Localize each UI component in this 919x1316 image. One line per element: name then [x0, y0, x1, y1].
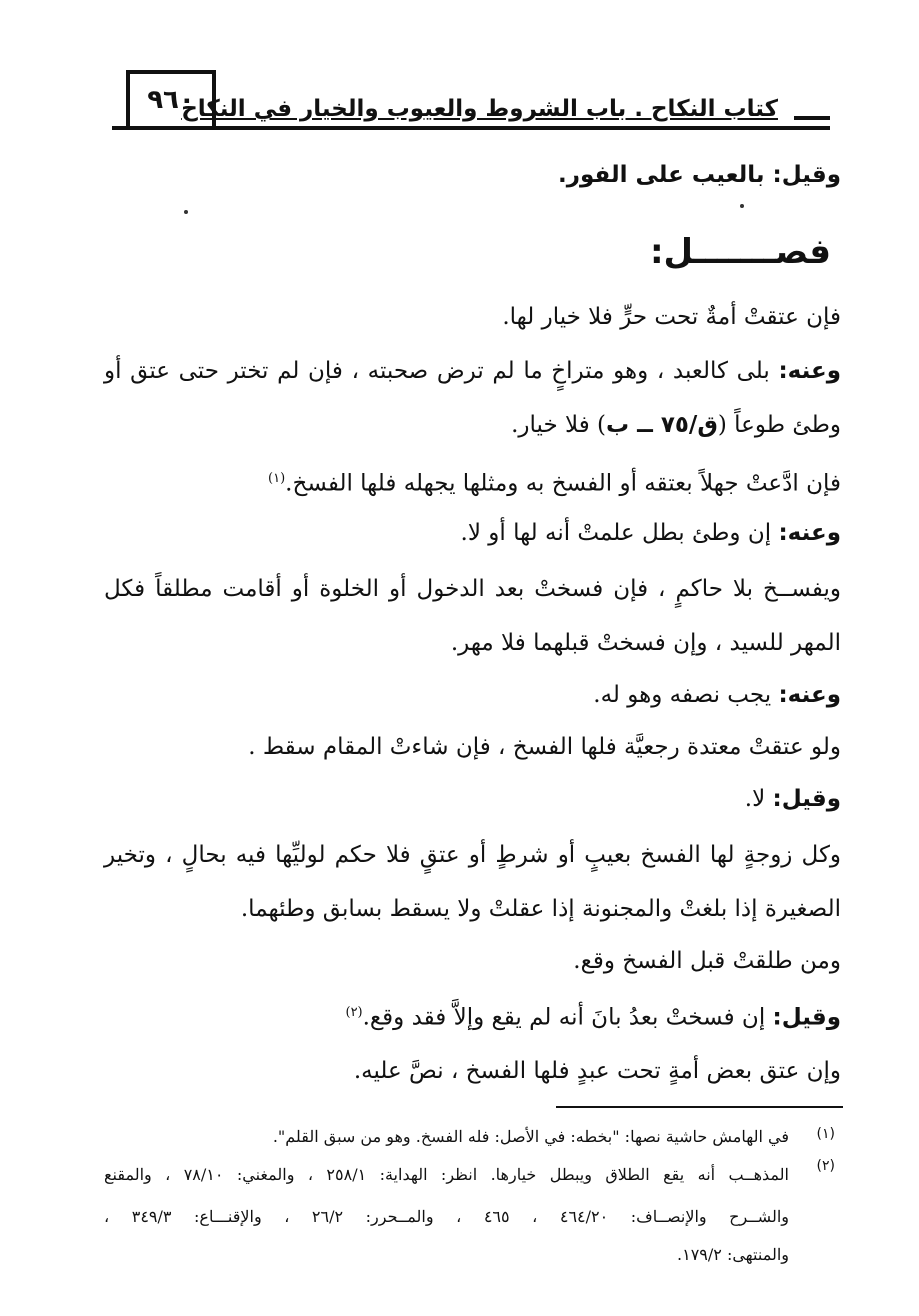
line-1-text: وقيل: بالعيب على الفور.	[558, 162, 841, 188]
footnote-2-number: (٢)	[816, 1158, 835, 1174]
text-line-16: وإن عتق بعض أمةٍ تحت عبدٍ فلها الفسخ ، نصَّ عليه.	[353, 1058, 841, 1084]
text-line-4	[511, 408, 841, 442]
text-line-2: فإن عتقتْ أمةٌ تحت حرٍّ فلا خيار لها.	[502, 304, 841, 330]
page-speck	[740, 204, 744, 208]
footnote-marker-1: (١)	[268, 471, 286, 486]
text-line-15	[345, 996, 841, 1035]
line-15-text: إن فسختْ بعدُ بانَ أنه لم يقع وإلاَّ فقد وقع.	[362, 1004, 773, 1031]
keyword-wa-anhu: وعنه:	[778, 358, 841, 384]
line-3-text: بلى كالعبد ، وهو متراخٍ ما لم ترض صحبته ، فإن لم تختر حتى عتق أو	[104, 358, 779, 384]
keyword-wa-anhu: وعنه:	[778, 682, 841, 708]
keyword-wa-qila: وقيل:	[772, 1004, 841, 1031]
footnote-2-line-3: والمنتهى: ١٧٩/٢.	[677, 1245, 789, 1264]
footnote-marker-2: (٢)	[345, 1005, 363, 1020]
line-9-text: يجب نصفه وهو له.	[593, 682, 779, 708]
text-line-9	[593, 678, 841, 712]
header-dash	[794, 116, 830, 120]
line-5-text: فإن ادَّعتْ جهلاً بعتقه أو الفسخ به ومثلها يجهله فلها الفسخ.	[285, 470, 841, 497]
text-line-6	[461, 516, 841, 550]
text-line-5	[268, 462, 841, 501]
line-4-text-b: ) فلا خيار.	[511, 412, 606, 438]
text-line-12: وكل زوجةٍ لها الفسخ بعيبٍ أو شرطٍ أو عتقٍ فلا حكم لوليِّها فيه بحالٍ ، وتخير	[104, 842, 841, 868]
page-number: ٩٦٠	[126, 70, 216, 126]
keyword-wa-anhu: وعنه:	[778, 520, 841, 546]
page-header	[112, 70, 830, 142]
text-line-14: ومن طلقتْ قبل الفسخ وقع.	[573, 948, 841, 974]
running-title: كتاب النكاح . باب الشروط والعيوب والخيار في النكاح	[181, 96, 778, 122]
footnote-1-number: (١)	[816, 1126, 835, 1142]
text-line-10: ولو عتقتْ معتدة رجعيَّة فلها الفسخ ، فإن شاءتْ المقام سقط .	[248, 734, 841, 760]
text-line-1	[558, 158, 841, 192]
section-heading: فصـــــــل:	[649, 232, 831, 272]
manuscript-reference: ق/٧٥ ــ ب	[605, 412, 718, 438]
text-line-13: الصغيرة إذا بلغتْ والمجنونة إذا عقلتْ ولا يسقط بسابق وطئهما.	[240, 896, 841, 922]
page-speck	[184, 210, 188, 214]
text-line-7: ويفســخ بلا حاكمٍ ، فإن فسختْ بعد الدخول أو الخلوة أو أقامت مطلقاً فكل	[104, 576, 841, 602]
text-line-11	[745, 782, 841, 816]
line-4-text-a: وطئ طوعاً (	[717, 412, 841, 438]
line-6-text: إن وطئ بطل علمتْ أنه لها أو لا.	[460, 520, 779, 546]
keyword-wa-qila: وقيل:	[772, 786, 841, 812]
footnote-2-line-1: المذهــب أنه يقع الطلاق ويبطل خيارها. انظر: الهداية: ٢٥٨/١ ، والمغني: ٧٨/١٠ ، والمقنع	[104, 1165, 789, 1184]
line-11-text: لا.	[744, 786, 773, 812]
text-line-3	[104, 354, 841, 388]
footnote-separator	[556, 1106, 843, 1108]
footnote-1-text: في الهامش حاشية نصها: "بخطه: في الأصل: فله الفسخ. وهو من سبق القلم".	[272, 1127, 789, 1146]
text-line-8: المهر للسيد ، وإن فسختْ قبلهما فلا مهر.	[450, 630, 841, 656]
header-rule	[112, 126, 830, 130]
footnote-2-line-2: والشــرح والإنصــاف: ٤٦٤/٢٠ ، ٤٦٥ ، والمــحرر: ٢٦/٢ ، والإقنـــاع: ٣٤٩/٣ ،	[104, 1207, 790, 1226]
